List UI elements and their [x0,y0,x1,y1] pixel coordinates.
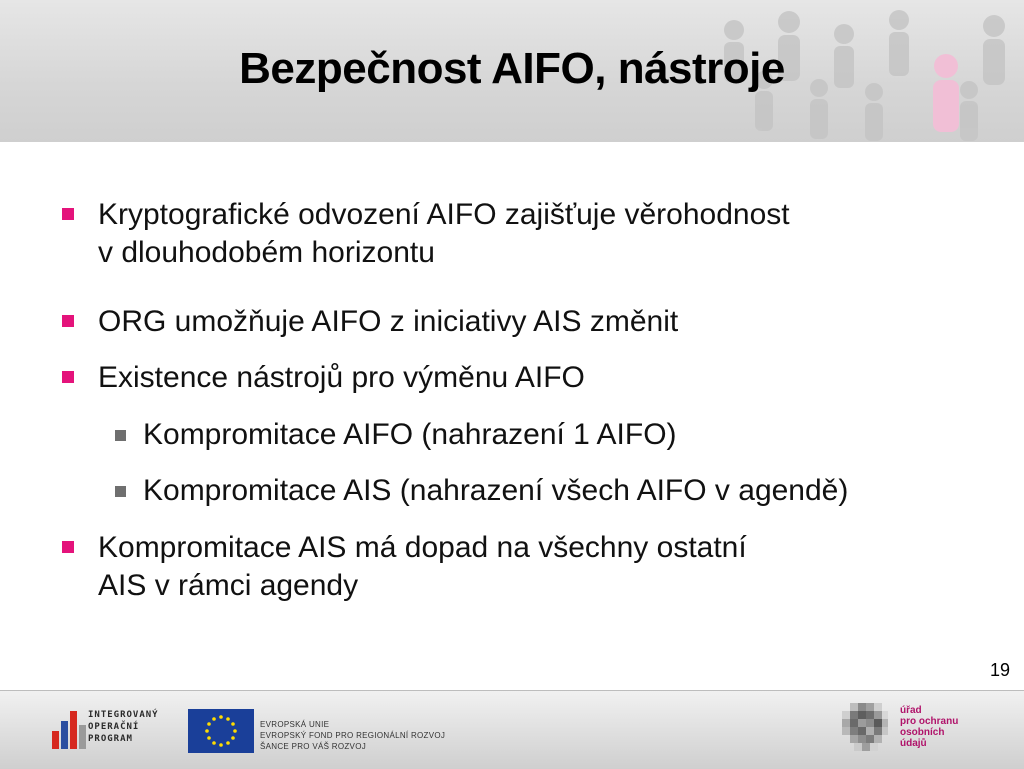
iop-logo-text: INTEGROVANÝ OPERAČNÍ PROGRAM [88,710,159,744]
bullet-text: AIS v rámci agendy [98,569,359,602]
slide-footer [0,690,1024,769]
bullet-marker-icon [62,371,74,383]
bullet-text: Kompromitace AIFO (nahrazení 1 AIFO) [143,418,677,451]
uoou-logo-text: úřad pro ochranu osobních údajů [900,705,959,749]
bullet-text: Existence nástrojů pro výměnu AIFO [98,361,585,394]
bullet-marker-icon [62,208,74,220]
bullet-text: Kompromitace AIS má dopad na všechny ostatní [98,531,747,564]
sub-bullet-item [143,416,677,454]
bullet-marker-icon [62,541,74,553]
bullet-text: Kompromitace AIS (nahrazení všech AIFO v agendě) [143,474,849,507]
bullet-marker-icon [62,315,74,327]
page-number: 19 [989,660,1010,680]
uoou-mosaic-logo [840,699,890,759]
eu-logo-text: EVROPSKÁ UNIE EVROPSKÝ FOND PRO REGIONÁLNÍ ROZVOJ ŠANCE PRO VÁŠ ROZVOJ [260,720,446,751]
bullet-item [98,529,747,605]
slide-header [0,0,1024,142]
bullet-item [98,196,790,272]
iop-bars-logo [50,707,90,751]
sub-bullet-item [143,472,848,510]
page-title: Bezpečnost AIFO, nástroje [239,44,785,93]
bullet-text: Kryptografické odvození AIFO zajišťuje věrohodnost [98,198,790,231]
bullet-text: v dlouhodobém horizontu [98,236,435,269]
bullet-text: ORG umožňuje AIFO z iniciativy AIS změnit [98,305,679,338]
bullet-item [98,303,678,341]
bullet-item [98,359,585,397]
eu-flag-icon [188,709,254,753]
sub-bullet-marker-icon [115,430,126,441]
sub-bullet-marker-icon [115,486,126,497]
